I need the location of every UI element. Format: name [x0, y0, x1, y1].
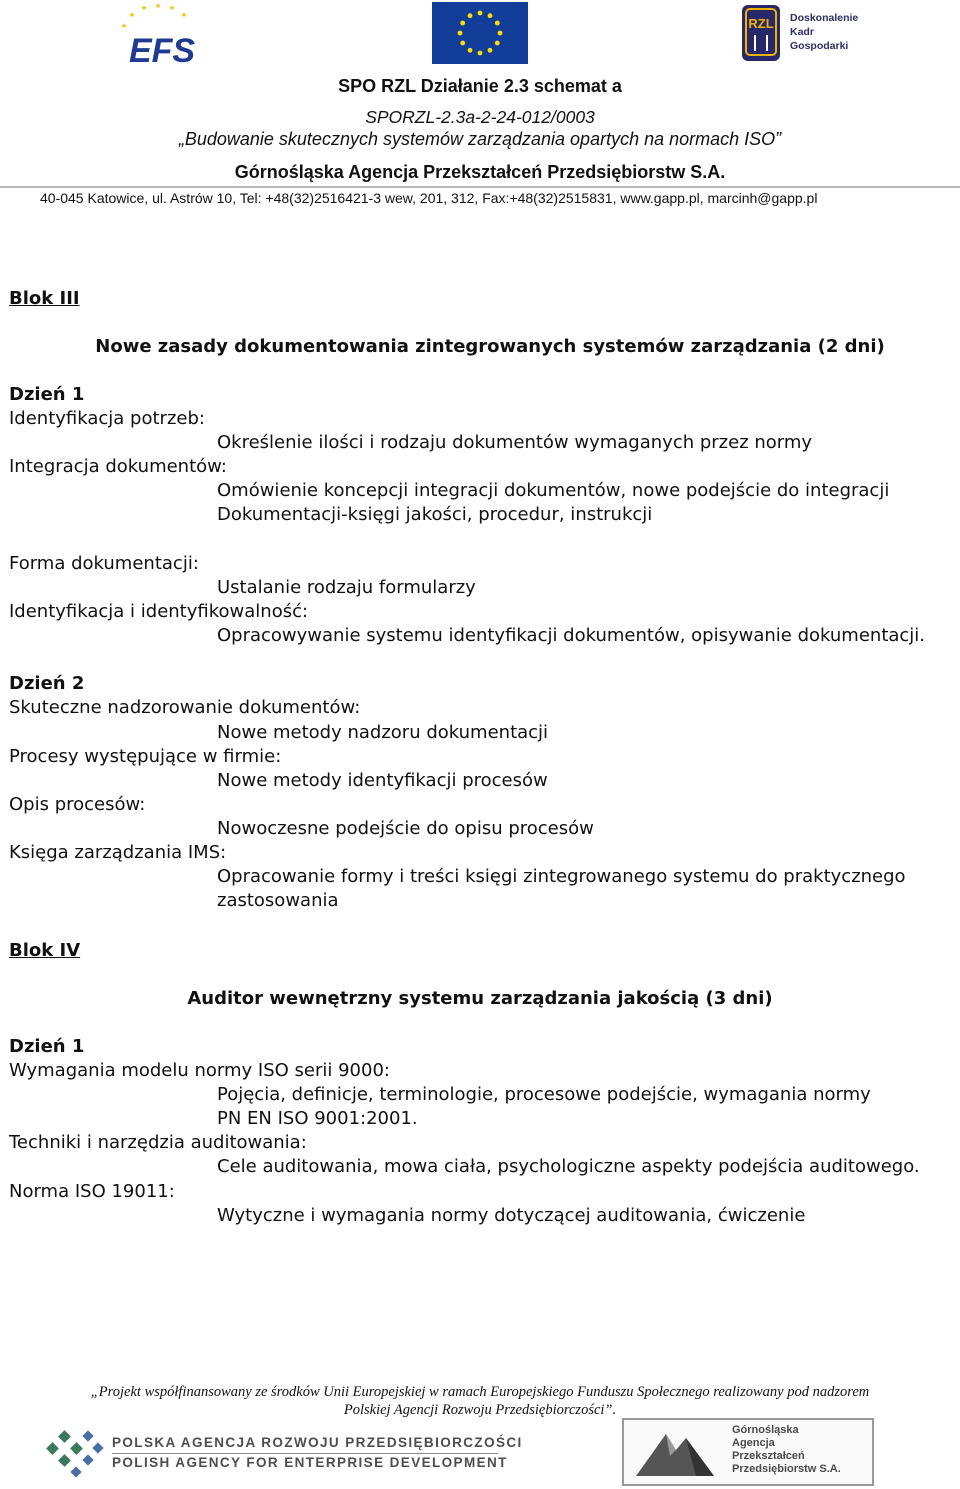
parp-logo [44, 1424, 523, 1480]
topic-label: Identyfikacja i identyfikowalność: [9, 601, 309, 622]
blok-4-day-1-label: Dzień 1 [9, 1036, 85, 1057]
project-title: „Budowanie skutecznych systemów zarządzania opartych na normach ISO” [178, 129, 782, 149]
blok-4-label: Blok IV [9, 940, 81, 961]
funding-note [40, 1383, 920, 1419]
topic-label: Integracja dokumentów: [9, 456, 227, 477]
topic-label: Wymagania modelu normy ISO serii 9000: [9, 1060, 390, 1081]
doskonalenie-kadr-logo [740, 3, 870, 65]
topic-description: Opracowywanie systemu identyfikacji dokumentów, opisywanie dokumentacji. [217, 625, 926, 646]
topic-label: Norma ISO 19011: [9, 1181, 175, 1202]
dkg-line: Gospodarki [790, 40, 849, 52]
parp-name-en: POLISH AGENCY FOR ENTERPRISE DEVELOPMENT [112, 1455, 508, 1470]
topic-description: Nowoczesne podejście do opisu procesów [217, 818, 594, 839]
topic-description: Określenie ilości i rodzaju dokumentów wymaganych przez normy [217, 432, 813, 453]
topic-label: Opis procesów: [9, 794, 146, 815]
gapp-logo-line: Przedsiębiorstw S.A. [732, 1463, 841, 1475]
dkg-line: Doskonalenie [790, 12, 859, 24]
blok-3-day-2-label: Dzień 2 [9, 673, 85, 694]
topic-description: zastosowania [217, 890, 339, 911]
blok-3-title: Nowe zasady dokumentowania zintegrowanych systemów zarządzania (2 dni) [95, 336, 885, 357]
gapp-logo [622, 1418, 874, 1486]
agency-name: Górnośląska Agencja Przekształceń Przedsiębiorstw S.A. [234, 162, 726, 182]
blok-4-title: Auditor wewnętrzny systemu zarządzania jakością (3 dni) [187, 988, 773, 1009]
topic-label: Techniki i narzędzia auditowania: [9, 1132, 307, 1153]
topic-description: Wytyczne i wymagania normy dotyczącej auditowania, ćwiczenie [217, 1205, 806, 1226]
parp-name-pl: POLSKA AGENCJA ROZWOJU PRZEDSIĘBIORCZOŚCI [112, 1435, 523, 1450]
topic-description: Cele auditowania, mowa ciała, psychologiczne aspekty podejścia auditowego. [217, 1156, 920, 1177]
eu-flag-logo [432, 2, 528, 64]
project-code: SPORZL-2.3a-2-24-012/0003 [365, 107, 595, 127]
topic-description: Pojęcia, definicje, terminologie, procesowe podejście, wymagania normy [217, 1084, 871, 1105]
program-name: SPO RZL Działanie 2.3 schemat a [338, 76, 622, 96]
topic-label: Forma dokumentacji: [9, 553, 199, 574]
funding-note-line: Polskiej Agencji Rozwoju Przedsiębiorczości”. [343, 1402, 617, 1418]
parp-divider [112, 1453, 498, 1454]
gapp-logo-line: Przekształceń [732, 1450, 805, 1462]
efs-logo-text: EFS [128, 32, 196, 68]
svg-text:RZL: RZL [748, 16, 774, 31]
topic-label: Skuteczne nadzorowanie dokumentów: [9, 697, 361, 718]
topic-label: Identyfikacja potrzeb: [9, 408, 205, 429]
topic-label: Procesy występujące w firmie: [9, 746, 282, 767]
gapp-logo-line: Agencja [732, 1437, 775, 1449]
agency-address: 40-045 Katowice, ul. Astrów 10, Tel: +48(32)2516421-3 wew, 201, 312, Fax:+48(32)2515831, www.gapp.pl, marcinh@gapp.pl [40, 190, 818, 206]
gapp-logo-line: Górnośląska [732, 1424, 799, 1436]
topic-description: Ustalanie rodzaju formularzy [217, 577, 476, 598]
topic-description: Nowe metody nadzoru dokumentacji [217, 722, 549, 743]
efs-logo [112, 2, 212, 68]
topic-description: PN EN ISO 9001:2001. [217, 1108, 418, 1129]
dkg-line: Kadr [790, 26, 814, 38]
header-divider [0, 186, 960, 188]
topic-description: Omówienie koncepcji integracji dokumentów, nowe podejście do integracji [217, 480, 890, 501]
topic-label: Księga zarządzania IMS: [9, 842, 227, 863]
funding-note-line: „Projekt współfinansowany ze środków Unii Europejskiej w ramach Europejskiego Funduszu Społecznego realizowany pod nadzorem [90, 1384, 870, 1400]
topic-description: Opracowanie formy i treści księgi zintegrowanego systemu do praktycznego [217, 866, 906, 887]
blok-3-day-1-label: Dzień 1 [9, 384, 85, 405]
topic-description: Nowe metody identyfikacji procesów [217, 770, 548, 791]
blok-3-label: Blok III [9, 288, 80, 309]
topic-description: Dokumentacji-księgi jakości, procedur, instrukcji [217, 504, 653, 525]
